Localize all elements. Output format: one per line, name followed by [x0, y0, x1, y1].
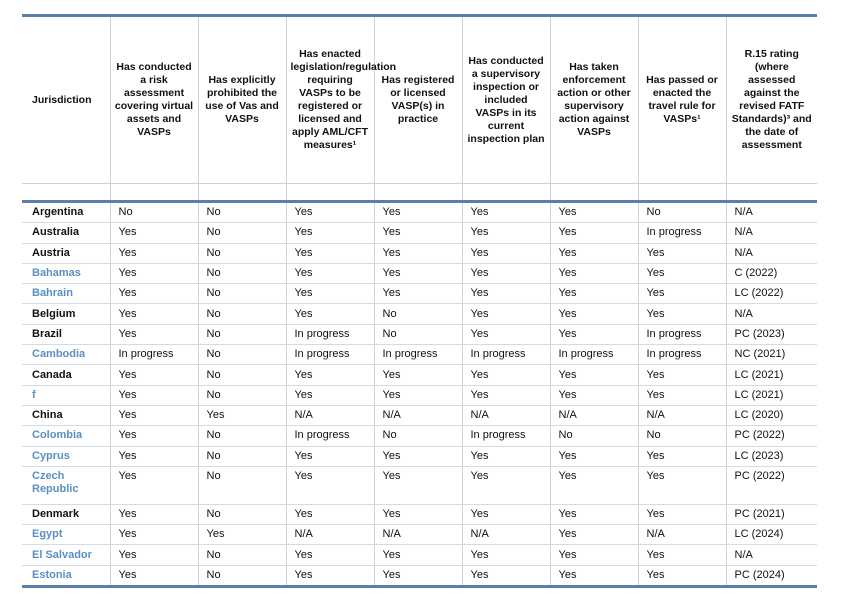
cell-prohibited: No	[198, 243, 286, 263]
cell-r15-rating: LC (2021)	[726, 365, 817, 385]
cell-enforcement: Yes	[550, 365, 638, 385]
cell-jurisdiction[interactable]: Egypt	[22, 525, 110, 545]
vasp-table-container	[22, 14, 817, 588]
cell-registered: No	[374, 304, 462, 324]
cell-enforcement: Yes	[550, 263, 638, 283]
cell-jurisdiction: Brazil	[22, 324, 110, 344]
cell-travel-rule: Yes	[638, 284, 726, 304]
cell-inspection: Yes	[462, 446, 550, 466]
cell-enforcement: Yes	[550, 545, 638, 565]
cell-legislation: Yes	[286, 223, 374, 243]
table-row	[22, 345, 817, 365]
table-row	[22, 385, 817, 405]
table-row	[22, 304, 817, 324]
cell-prohibited: No	[198, 565, 286, 586]
cell-r15-rating: PC (2024)	[726, 565, 817, 586]
cell-prohibited: No	[198, 446, 286, 466]
col-header-legislation: Has enacted legislation/regulation requiring VASPs to be registered or licensed and apply AML/CFT measures¹	[286, 16, 374, 184]
cell-jurisdiction[interactable]: Cyprus	[22, 446, 110, 466]
cell-prohibited: No	[198, 304, 286, 324]
cell-registered: Yes	[374, 223, 462, 243]
table-header	[22, 16, 817, 202]
cell-inspection: Yes	[462, 466, 550, 504]
cell-r15-rating: N/A	[726, 243, 817, 263]
cell-inspection: Yes	[462, 284, 550, 304]
col-header-r15-rating: R.15 rating (where assessed against the revised FATF Standards)³ and the date of assessment	[726, 16, 817, 184]
col-header-travel-rule: Has passed or enacted the travel rule for VASPs¹	[638, 16, 726, 184]
cell-legislation: Yes	[286, 243, 374, 263]
cell-registered: No	[374, 426, 462, 446]
cell-inspection: Yes	[462, 223, 550, 243]
cell-prohibited: No	[198, 324, 286, 344]
cell-jurisdiction[interactable]: Estonia	[22, 565, 110, 586]
table-body	[22, 202, 817, 587]
cell-enforcement: No	[550, 426, 638, 446]
cell-jurisdiction: Argentina	[22, 202, 110, 223]
cell-r15-rating: N/A	[726, 545, 817, 565]
cell-travel-rule: In progress	[638, 345, 726, 365]
cell-prohibited: No	[198, 345, 286, 365]
cell-enforcement: Yes	[550, 202, 638, 223]
cell-risk-assessment: Yes	[110, 324, 198, 344]
cell-registered: Yes	[374, 385, 462, 405]
cell-risk-assessment: Yes	[110, 446, 198, 466]
table-row	[22, 243, 817, 263]
cell-enforcement: Yes	[550, 284, 638, 304]
cell-inspection: Yes	[462, 304, 550, 324]
cell-inspection: N/A	[462, 525, 550, 545]
cell-inspection: Yes	[462, 385, 550, 405]
cell-registered: Yes	[374, 446, 462, 466]
cell-risk-assessment: Yes	[110, 565, 198, 586]
cell-inspection: In progress	[462, 426, 550, 446]
cell-r15-rating: PC (2022)	[726, 466, 817, 504]
cell-registered: Yes	[374, 263, 462, 283]
col-header-jurisdiction: Jurisdiction	[22, 16, 110, 184]
cell-travel-rule: Yes	[638, 385, 726, 405]
cell-r15-rating: N/A	[726, 202, 817, 223]
cell-inspection: Yes	[462, 263, 550, 283]
cell-enforcement: Yes	[550, 504, 638, 524]
cell-travel-rule: Yes	[638, 263, 726, 283]
cell-inspection: Yes	[462, 365, 550, 385]
cell-inspection: Yes	[462, 324, 550, 344]
cell-enforcement: Yes	[550, 466, 638, 504]
cell-legislation: Yes	[286, 284, 374, 304]
cell-legislation: N/A	[286, 405, 374, 425]
cell-prohibited: No	[198, 223, 286, 243]
cell-registered: In progress	[374, 345, 462, 365]
col-header-risk-assessment: Has conducted a risk assessment covering virtual assets and VASPs	[110, 16, 198, 184]
table-row	[22, 365, 817, 385]
cell-travel-rule: N/A	[638, 525, 726, 545]
cell-travel-rule: In progress	[638, 223, 726, 243]
cell-legislation: Yes	[286, 385, 374, 405]
cell-risk-assessment: Yes	[110, 284, 198, 304]
table-row	[22, 284, 817, 304]
cell-prohibited: No	[198, 263, 286, 283]
cell-prohibited: No	[198, 466, 286, 504]
cell-legislation: In progress	[286, 426, 374, 446]
cell-travel-rule: Yes	[638, 545, 726, 565]
cell-jurisdiction[interactable]: El Salvador	[22, 545, 110, 565]
cell-registered: Yes	[374, 466, 462, 504]
table-row	[22, 263, 817, 283]
cell-legislation: Yes	[286, 304, 374, 324]
cell-r15-rating: PC (2022)	[726, 426, 817, 446]
cell-travel-rule: Yes	[638, 466, 726, 504]
cell-inspection: Yes	[462, 243, 550, 263]
cell-travel-rule: Yes	[638, 504, 726, 524]
cell-registered: Yes	[374, 284, 462, 304]
cell-registered: N/A	[374, 525, 462, 545]
cell-travel-rule: No	[638, 202, 726, 223]
cell-jurisdiction[interactable]: Bahamas	[22, 263, 110, 283]
cell-risk-assessment: In progress	[110, 345, 198, 365]
col-header-inspection: Has conducted a supervisory inspection or included VASPs in its current inspection plan	[462, 16, 550, 184]
cell-r15-rating: PC (2023)	[726, 324, 817, 344]
cell-r15-rating: NC (2021)	[726, 345, 817, 365]
cell-enforcement: Yes	[550, 304, 638, 324]
cell-risk-assessment: Yes	[110, 263, 198, 283]
cell-enforcement: In progress	[550, 345, 638, 365]
cell-enforcement: Yes	[550, 446, 638, 466]
cell-jurisdiction: China	[22, 405, 110, 425]
cell-risk-assessment: No	[110, 202, 198, 223]
cell-inspection: In progress	[462, 345, 550, 365]
header-spacer-row	[22, 184, 817, 202]
col-header-registered: Has registered or licensed VASP(s) in practice	[374, 16, 462, 184]
cell-legislation: In progress	[286, 345, 374, 365]
cell-legislation: Yes	[286, 446, 374, 466]
cell-legislation: Yes	[286, 202, 374, 223]
cell-risk-assessment: Yes	[110, 304, 198, 324]
cell-enforcement: Yes	[550, 565, 638, 586]
cell-prohibited: No	[198, 284, 286, 304]
cell-legislation: Yes	[286, 565, 374, 586]
cell-inspection: Yes	[462, 565, 550, 586]
cell-registered: Yes	[374, 565, 462, 586]
cell-registered: N/A	[374, 405, 462, 425]
cell-inspection: Yes	[462, 504, 550, 524]
cell-legislation: In progress	[286, 324, 374, 344]
cell-r15-rating: LC (2021)	[726, 385, 817, 405]
table-row	[22, 466, 817, 504]
cell-jurisdiction: Denmark	[22, 504, 110, 524]
table-row	[22, 324, 817, 344]
cell-risk-assessment: Yes	[110, 504, 198, 524]
cell-jurisdiction: Canada	[22, 365, 110, 385]
cell-risk-assessment: Yes	[110, 243, 198, 263]
cell-travel-rule: N/A	[638, 405, 726, 425]
col-header-enforcement: Has taken enforcement action or other supervisory action against VASPs	[550, 16, 638, 184]
cell-travel-rule: Yes	[638, 446, 726, 466]
cell-inspection: Yes	[462, 202, 550, 223]
cell-risk-assessment: Yes	[110, 223, 198, 243]
cell-risk-assessment: Yes	[110, 426, 198, 446]
cell-enforcement: Yes	[550, 243, 638, 263]
cell-r15-rating: LC (2020)	[726, 405, 817, 425]
cell-travel-rule: Yes	[638, 304, 726, 324]
cell-r15-rating: LC (2023)	[726, 446, 817, 466]
cell-legislation: Yes	[286, 545, 374, 565]
cell-r15-rating: LC (2022)	[726, 284, 817, 304]
cell-jurisdiction[interactable]: Bahrain	[22, 284, 110, 304]
cell-legislation: Yes	[286, 504, 374, 524]
cell-enforcement: Yes	[550, 525, 638, 545]
cell-risk-assessment: Yes	[110, 525, 198, 545]
cell-legislation: N/A	[286, 525, 374, 545]
table-row	[22, 202, 817, 223]
table-row	[22, 565, 817, 586]
cell-registered: Yes	[374, 243, 462, 263]
cell-legislation: Yes	[286, 466, 374, 504]
table-row	[22, 446, 817, 466]
cell-jurisdiction[interactable]: Cambodia	[22, 345, 110, 365]
cell-prohibited: No	[198, 504, 286, 524]
cell-r15-rating: LC (2024)	[726, 525, 817, 545]
cell-travel-rule: No	[638, 426, 726, 446]
cell-prohibited: No	[198, 385, 286, 405]
table-row	[22, 426, 817, 446]
cell-prohibited: No	[198, 365, 286, 385]
cell-r15-rating: PC (2021)	[726, 504, 817, 524]
cell-jurisdiction: Australia	[22, 223, 110, 243]
cell-inspection: Yes	[462, 545, 550, 565]
cell-r15-rating: C (2022)	[726, 263, 817, 283]
cell-jurisdiction[interactable]: Colombia	[22, 426, 110, 446]
table-row	[22, 504, 817, 524]
cell-registered: Yes	[374, 202, 462, 223]
cell-enforcement: Yes	[550, 223, 638, 243]
cell-legislation: Yes	[286, 263, 374, 283]
table-row	[22, 525, 817, 545]
cell-inspection: N/A	[462, 405, 550, 425]
cell-travel-rule: In progress	[638, 324, 726, 344]
cell-prohibited: Yes	[198, 525, 286, 545]
cell-enforcement: Yes	[550, 385, 638, 405]
cell-enforcement: Yes	[550, 324, 638, 344]
table-row	[22, 405, 817, 425]
cell-registered: Yes	[374, 504, 462, 524]
cell-registered: Yes	[374, 365, 462, 385]
table-row	[22, 545, 817, 565]
cell-jurisdiction[interactable]: f	[22, 385, 110, 405]
cell-jurisdiction: Austria	[22, 243, 110, 263]
cell-prohibited: No	[198, 545, 286, 565]
cell-jurisdiction: Belgium	[22, 304, 110, 324]
vasp-status-table	[22, 14, 817, 588]
cell-risk-assessment: Yes	[110, 365, 198, 385]
cell-r15-rating: N/A	[726, 223, 817, 243]
cell-travel-rule: Yes	[638, 243, 726, 263]
cell-risk-assessment: Yes	[110, 405, 198, 425]
cell-travel-rule: Yes	[638, 365, 726, 385]
cell-prohibited: Yes	[198, 405, 286, 425]
cell-enforcement: N/A	[550, 405, 638, 425]
table-row	[22, 223, 817, 243]
col-header-prohibited: Has explicitly prohibited the use of Vas and VASPs	[198, 16, 286, 184]
cell-legislation: Yes	[286, 365, 374, 385]
cell-registered: No	[374, 324, 462, 344]
cell-jurisdiction[interactable]: Czech Republic	[22, 466, 110, 504]
cell-risk-assessment: Yes	[110, 545, 198, 565]
cell-prohibited: No	[198, 426, 286, 446]
cell-registered: Yes	[374, 545, 462, 565]
cell-travel-rule: Yes	[638, 565, 726, 586]
cell-risk-assessment: Yes	[110, 385, 198, 405]
cell-prohibited: No	[198, 202, 286, 223]
cell-r15-rating: N/A	[726, 304, 817, 324]
cell-risk-assessment: Yes	[110, 466, 198, 504]
